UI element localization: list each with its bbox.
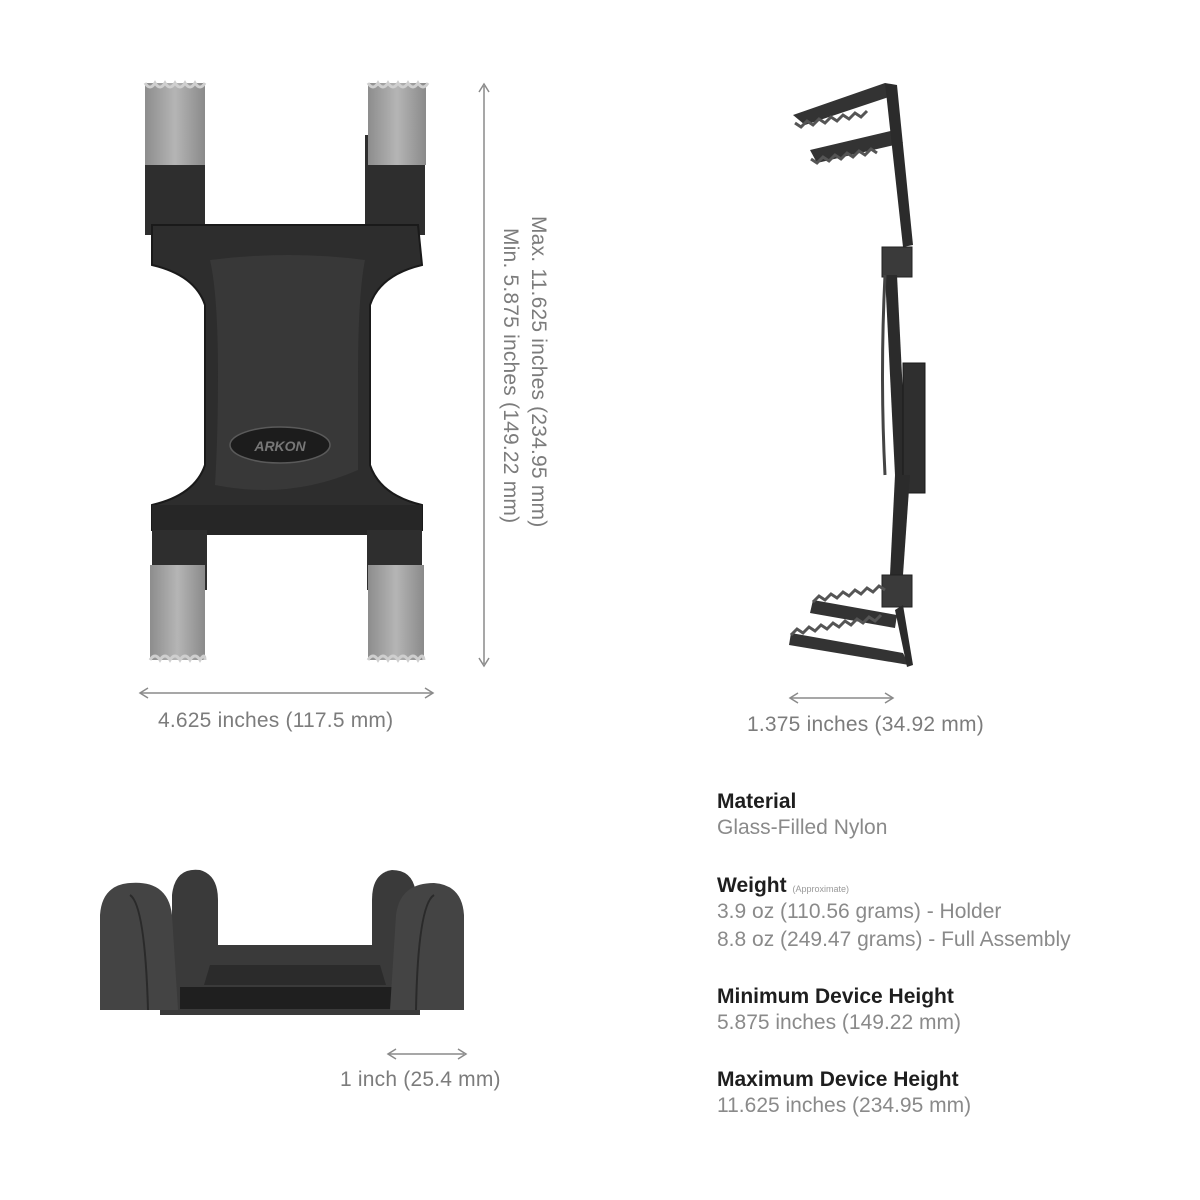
spec-weight [717, 874, 1071, 954]
spec-value: 11.625 inches (234.95 mm) [717, 1094, 972, 1117]
spec-value: 5.875 inches (149.22 mm) [717, 1011, 961, 1034]
grip-top-right [368, 83, 426, 165]
top-holder-drawing [100, 865, 480, 1025]
grip-bottom-right [368, 565, 424, 660]
top-prong-upper [793, 83, 895, 125]
width-dimension-line [138, 683, 438, 703]
side-depth-label: 1.375 inches (34.92 mm) [747, 713, 984, 736]
logo-text: ARKON [254, 438, 306, 454]
max-height-label: Max. 11.625 inches (234.95 mm) [527, 216, 550, 528]
side-spine [885, 83, 913, 247]
spec-title: Material [717, 790, 797, 813]
spec-title-text: Weight [717, 874, 787, 897]
spec-material [717, 790, 887, 842]
front-finger-right [390, 883, 464, 1010]
min-height-label: Min. 5.875 inches (149.22 mm) [499, 228, 522, 524]
spec-min-height [717, 985, 961, 1037]
spec-title: Maximum Device Height [717, 1068, 959, 1091]
side-holder-drawing [785, 75, 945, 675]
spec-max-height [717, 1068, 971, 1120]
spec-title: Minimum Device Height [717, 985, 954, 1008]
spec-value: Glass-Filled Nylon [717, 816, 888, 839]
side-depth-dimension-line [788, 688, 898, 708]
height-dimension-line [474, 82, 494, 682]
side-mount-block [903, 363, 925, 493]
spec-title [717, 874, 1071, 898]
front-holder-drawing [130, 75, 430, 675]
top-depth-dimension-line [386, 1044, 476, 1064]
spec-value: 8.8 oz (249.47 grams) - Full Assembly [717, 928, 1071, 951]
grip-top-left [145, 83, 205, 165]
front-finger-left [100, 883, 178, 1010]
grip-bottom-left [150, 565, 205, 660]
top-depth-label: 1 inch (25.4 mm) [340, 1068, 501, 1091]
spec-value: 3.9 oz (110.56 grams) - Holder [717, 900, 1002, 923]
spec-note: (Approximate) [792, 884, 849, 894]
bottom-prong-lower [789, 633, 909, 665]
width-label: 4.625 inches (117.5 mm) [158, 709, 394, 732]
